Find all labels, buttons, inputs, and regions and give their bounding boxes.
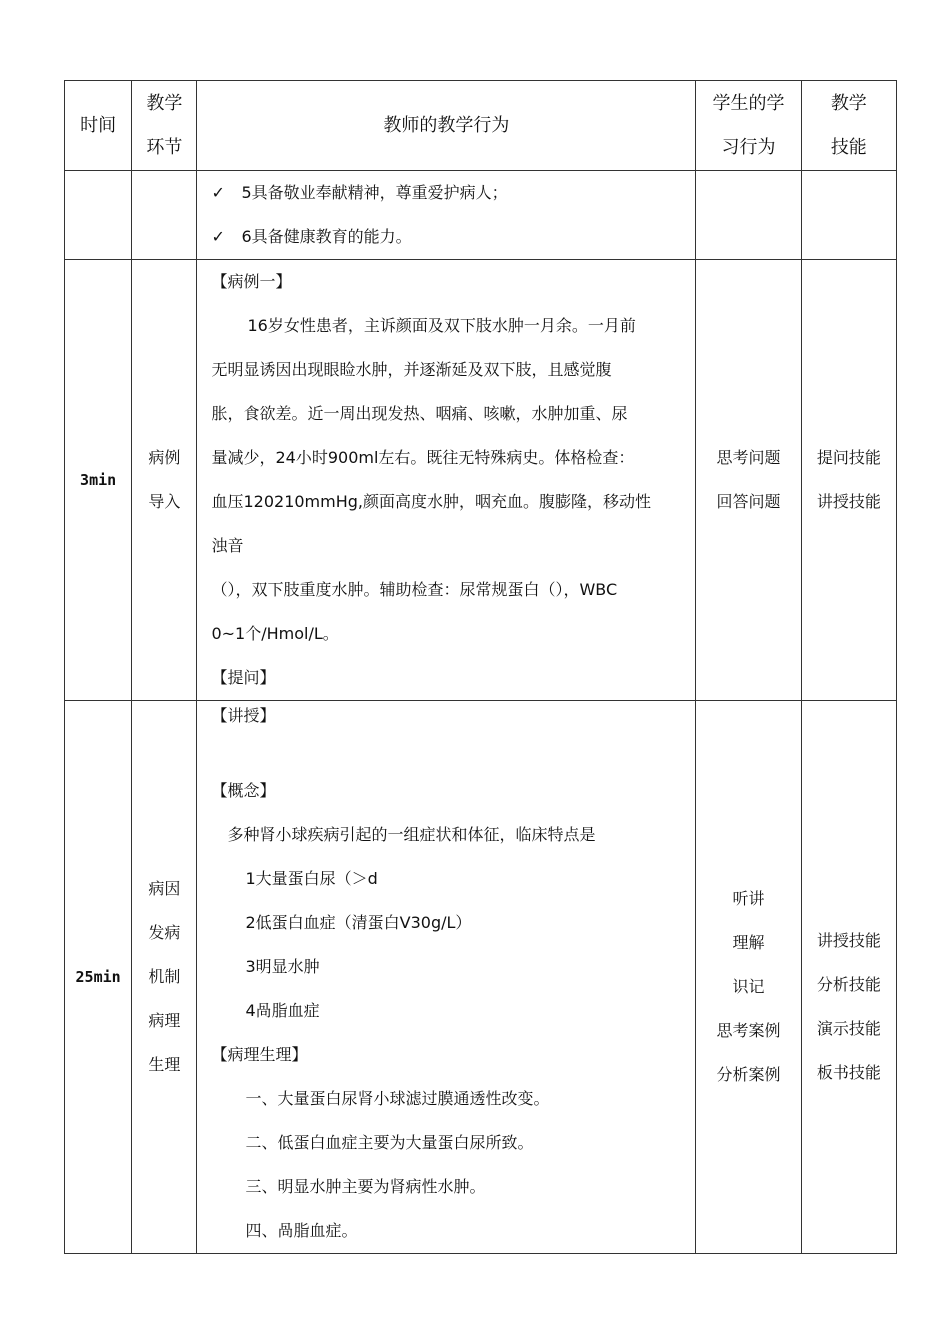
patho-item: 四、咼脂血症。 [245,1221,358,1240]
objectives-skill-cell [801,171,896,260]
objectives-stage-cell [132,171,197,260]
concept-heading: 【概念】 [211,781,276,800]
patho-heading: 【病理生理】 [211,1045,308,1064]
header-student-line1: 学生的学 [712,92,785,114]
teaching-skill: 提问技能 [816,448,881,467]
lesson-plan-table [64,80,897,1254]
pathology-stage [132,701,197,1254]
case-text-line: 0~1个/Hmol/L。 [211,624,339,643]
objectives-row [65,171,897,260]
case-intro-stage [132,260,197,701]
case-heading: 【病例一】 [211,272,292,291]
case-intro-stage-line: 导入 [148,492,181,511]
case-intro-stage-line: 病例 [148,448,181,467]
objective-item [197,215,695,259]
case-intro-row [65,260,897,701]
header-student-line2: 习行为 [721,136,776,158]
concept-intro: 多种肾小球疾病引起的一组症状和体征，临床特点是 [227,825,596,844]
header-skill [801,81,896,171]
student-activity: 分析案例 [716,1065,781,1084]
pathology-row [65,701,897,1254]
case-intro-skill [801,260,896,701]
case-intro-time-label: 3min [80,471,117,489]
lecture-heading: 【讲授】 [211,706,276,725]
patho-item: 二、低蛋白血症主要为大量蛋白尿所致。 [245,1133,534,1152]
case-text-line: 无明显诱因出现眼睑水肿，并逐渐延及双下肢，且感觉腹 [211,360,612,379]
objectives-student-cell [696,171,801,260]
header-teacher-label: 教师的教学行为 [383,114,510,136]
header-teacher [197,81,696,171]
pathology-student [696,701,801,1254]
header-stage-line1: 教学 [146,92,183,114]
case-intro-student [696,260,801,701]
pathology-stage-line: 病理 [148,1011,181,1030]
objective-text: 5具备敬业奉献精神，尊重爱护病人； [241,183,508,202]
teaching-skill: 讲授技能 [816,492,881,511]
check-icon: ✓ [211,227,225,246]
case-text-line: 血压120210mmHg,颜面高度水肿，咽充血。腹膨隆，移动性 [211,492,651,511]
student-activity: 理解 [732,933,765,952]
case-text-line: （），双下肢重度水肿。辅助检查：尿常规蛋白（），WBC [211,580,618,599]
pathology-skill [801,701,896,1254]
question-heading: 【提问】 [211,668,276,687]
concept-item: 4咼脂血症 [245,1001,320,1020]
student-activity: 听讲 [732,889,765,908]
patho-item: 一、大量蛋白尿肾小球滤过膜通透性改变。 [245,1089,550,1108]
student-activity: 思考问题 [716,448,781,467]
header-time-label: 时间 [80,114,117,136]
teaching-skill: 分析技能 [816,975,881,994]
case-text-line: 胀，食欲差。近一周出现发热、咽痛、咳嗽，水肿加重、尿 [211,404,628,423]
header-row [65,81,897,171]
pathology-stage-line: 机制 [148,967,181,986]
student-activity: 识记 [732,977,765,996]
header-skill-line2: 技能 [830,136,867,158]
teaching-skill: 板书技能 [816,1063,881,1082]
case-intro-teacher-cell [197,260,696,701]
case-intro-time [65,260,132,701]
case-text-line: 量减少，24小时900ml左右。既往无特殊病史。体格检查： [211,448,635,467]
pathology-time-label: 25min [75,968,121,986]
header-time [65,81,132,171]
header-stage-line2: 环节 [146,136,183,158]
student-activity: 回答问题 [716,492,781,511]
concept-item: 3明显水肿 [245,957,320,976]
pathology-stage-line: 生理 [148,1055,181,1074]
pathology-time [65,701,132,1254]
case-text-line: 浊音 [211,536,244,555]
pathology-stage-line: 病因 [148,879,181,898]
pathology-stage-line: 发病 [148,923,181,942]
objective-text: 6具备健康教育的能力。 [241,227,412,246]
header-stage [132,81,197,171]
pathology-teacher-cell [197,701,696,1254]
objective-item [197,171,695,215]
case-text-line: 16岁女性患者，主诉颜面及双下肢水肿一月余。一月前 [247,316,636,335]
header-skill-line1: 教学 [830,92,867,114]
teaching-skill: 讲授技能 [816,931,881,950]
header-student [696,81,801,171]
patho-item: 三、明显水肿主要为肾病性水肿。 [245,1177,486,1196]
teaching-skill: 演示技能 [816,1019,881,1038]
objectives-time-cell [65,171,132,260]
student-activity: 思考案例 [716,1021,781,1040]
objectives-teacher-cell [197,171,696,260]
concept-item: 2低蛋白血症（清蛋白V30g/L） [245,913,472,932]
concept-item: 1大量蛋白尿（＞d [245,869,378,888]
check-icon: ✓ [211,183,225,202]
